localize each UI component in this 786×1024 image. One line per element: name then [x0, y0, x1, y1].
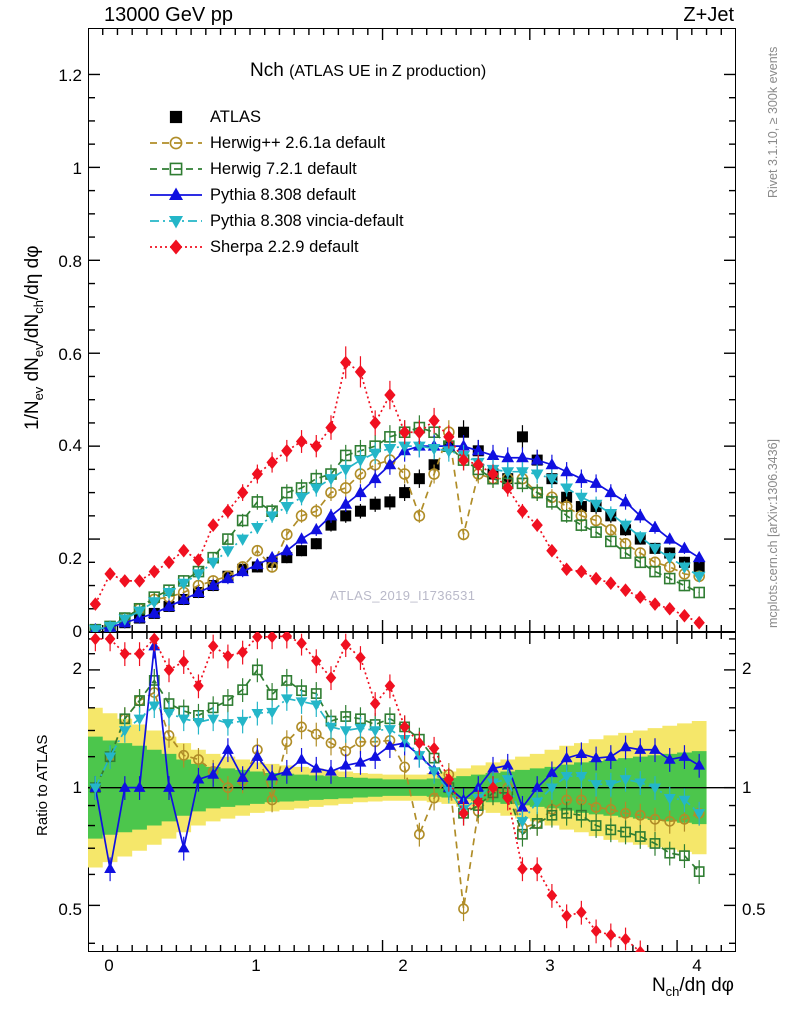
- main-ytick-0.2: 0.2: [58, 549, 82, 568]
- legend-entry: [148, 234, 404, 260]
- plot-title: [250, 60, 486, 82]
- legend-label: Sherpa 2.2.9 default: [210, 237, 359, 256]
- legend-marker-open-circle: [148, 133, 204, 153]
- xtick-1: 1: [251, 956, 261, 975]
- xtick-0: 0: [104, 956, 114, 975]
- legend-label: Pythia 8.308 default: [210, 185, 356, 204]
- header-left-beam-info: 13000 GeV pp: [104, 4, 233, 26]
- legend-marker-filled-triangle: [148, 185, 204, 205]
- legend: [148, 104, 404, 260]
- xtick-2: 2: [398, 956, 408, 975]
- x-axis-title: $N_{ch}/d\eta$ dφ: [651, 975, 734, 999]
- legend-entry: [148, 208, 404, 234]
- main-y-axis-title: $1/N_{ev}$ $dN_{ev}/dN_{ch}/d\eta$ dφ: [22, 245, 46, 430]
- ratio-ytick-0.5-right: 0.5: [742, 900, 766, 919]
- plot-title-paren: (ATLAS UE in Z production): [289, 63, 487, 80]
- ratio-ytick-2-left: 2: [72, 659, 82, 678]
- legend-label: Pythia 8.308 vincia-default: [210, 211, 404, 230]
- legend-label: Herwig 7.2.1 default: [210, 159, 357, 178]
- plot-title-main: Nch: [250, 60, 284, 81]
- ratio-y-axis-title: Ratio to ATLAS: [34, 734, 51, 836]
- legend-marker-filled-diamond: [148, 237, 204, 257]
- main-ytick-1.2: 1.2: [58, 66, 82, 85]
- legend-label: Herwig++ 2.6.1a default: [210, 133, 386, 152]
- main-ytick-0.8: 0.8: [58, 252, 82, 271]
- rivet-version-note: Rivet 3.1.10, ≥ 300k events: [766, 46, 780, 198]
- legend-marker-open-square: [148, 159, 204, 179]
- legend-entry: [148, 182, 404, 208]
- ratio-ytick-2-right: 2: [742, 659, 752, 678]
- legend-entry: [148, 104, 404, 130]
- analysis-watermark: ATLAS_2019_I1736531: [330, 588, 476, 603]
- xtick-4: 4: [692, 956, 702, 975]
- xtick-3: 3: [545, 956, 555, 975]
- header-right-process: Z+Jet: [683, 4, 734, 26]
- main-ytick-1: 1: [72, 159, 82, 178]
- legend-label: ATLAS: [210, 107, 262, 126]
- ratio-plot-canvas: [88, 632, 736, 952]
- main-ytick-0.4: 0.4: [58, 436, 82, 455]
- legend-entry: [148, 156, 404, 182]
- mcplots-arxiv-note: mcplots.cern.ch [arXiv:1306.3436]: [766, 439, 780, 628]
- ratio-ytick-1-left: 1: [72, 778, 82, 797]
- main-ytick-0.6: 0.6: [58, 345, 82, 364]
- ratio-ytick-0.5-left: 0.5: [58, 900, 82, 919]
- legend-marker-filled-triangle-down: [148, 211, 204, 231]
- ratio-ytick-1-right: 1: [742, 778, 752, 797]
- legend-marker-filled-square: [148, 107, 204, 127]
- legend-entry: [148, 130, 404, 156]
- main-ytick-0: 0: [72, 622, 82, 641]
